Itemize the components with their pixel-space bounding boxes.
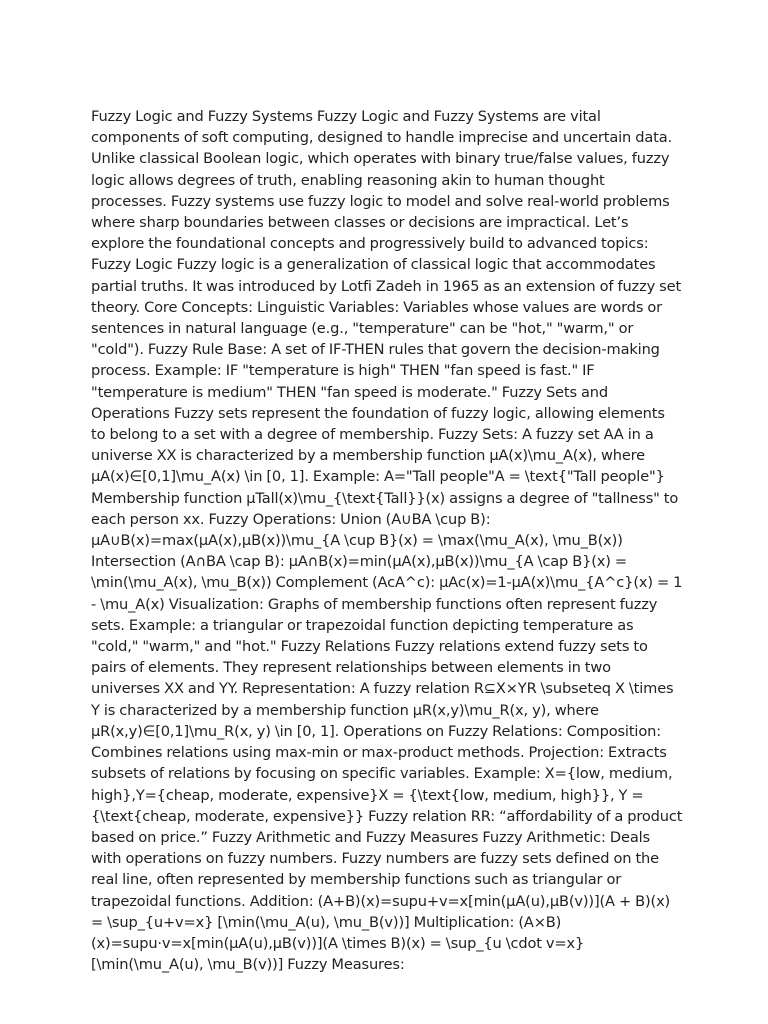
document-body-text: Fuzzy Logic and Fuzzy Systems Fuzzy Logic and Fuzzy Systems are vital components of soft computing, designed to handle imprecise and uncertain data. Unlike classical Boolean logic, which operates with binary true/false values, fuzzy logic allows degrees of truth, enabling reasoning akin to human thought processes. Fuzzy systems use fuzzy logic to model and solve real-world problems where sharp boundaries between classes or decisions are impractical. Let’s explore the foundational concepts and progressively build to advanced topics: Fuzzy Logic Fuzzy logic is a generalization of classical logic that accommodates partial truths. It was introduced by Lotfi Zadeh in 1965 as an extension of fuzzy set theory. Core Concepts: Linguistic Variables: Variables whose values are words or sentences in natural language (e.g., "temperature" can be "hot," "warm," or "cold"). Fuzzy Rule Base: A set of IF-THEN rules that govern the decision-making process. Example: IF "temperature is high" THEN "fan speed is fast." IF "temperature is medium" THEN "fan speed is moderate." Fuzzy Sets and Operations Fuzzy sets represent the foundation of fuzzy logic, allowing elements to belong to a set with a degree of membership. Fuzzy Sets: A fuzzy set AA in a universe XX is characterized by a membership function μA(x)\mu_A(x), where μA(x)∈[0,1]\mu_A(x) \in [0, 1]. Example: A="Tall people"A = \text{"Tall people"} Membership function μTall(x)\mu_{\text{Tall}}(x) assigns a degree of "tallness" to each person xx. Fuzzy Operations: Union (A∪BA \cup B): μA∪B(x)=max(μA(x),μB(x))\mu_{A \cup B}(x) = \max(\mu_A(x), \mu_B(x)) Intersection (A∩BA \cap B): μA∩B(x)=min(μA(x),μB(x))\mu_{A \cap B}(x) = \min(\mu_A(x), \mu_B(x)) Complement (AcA^c): μAc(x)=1-μA(x)\mu_{A^c}(x) = 1 - \mu_A(x) Visualization: Graphs of membership functions often represent fuzzy sets. Example: a triangular or trapezoidal function depicting temperature as "cold," "warm," and "hot." Fuzzy Relations Fuzzy relations extend fuzzy sets to pairs of elements. They represent relationships between elements in two universes XX and YY. Representation: A fuzzy relation R⊆X×YR \subseteq X \times Y is characterized by a membership function μR(x,y)\mu_R(x, y), where μR(x,y)∈[0,1]\mu_R(x, y) \in [0, 1]. Operations on Fuzzy Relations: Composition: Combines relations using max-min or max-product methods. Projection: Extracts subsets of relations by focusing on specific variables. Example: X={low, medium, high},Y={cheap, moderate, expensive}X = {\text{low, medium, high}}, Y = {\text{cheap, moderate, expensive}} Fuzzy relation RR: “affordability of a product based on price.” Fuzzy Arithmetic and Fuzzy Measures Fuzzy Arithmetic: Deals with operations on fuzzy numbers. Fuzzy numbers are fuzzy sets defined on the real line, often represented by membership functions such as triangular or trapezoidal functions. Addition: (A+B)(x)=supu+v=x[min(μA(u),μB(v))](A + B)(x) = \sup_{u+v=x} [\min(\mu_A(u), \mu_B(v))] Multiplication: (A×B)(x)=supu·v=x[min(μA(u),μB(v))](A \times B)(x) = \sup_{u \cdot v=x} [\min(\mu_A(u), \mu_B(v))] Fuzzy Measures:	[91, 108, 683, 974]
